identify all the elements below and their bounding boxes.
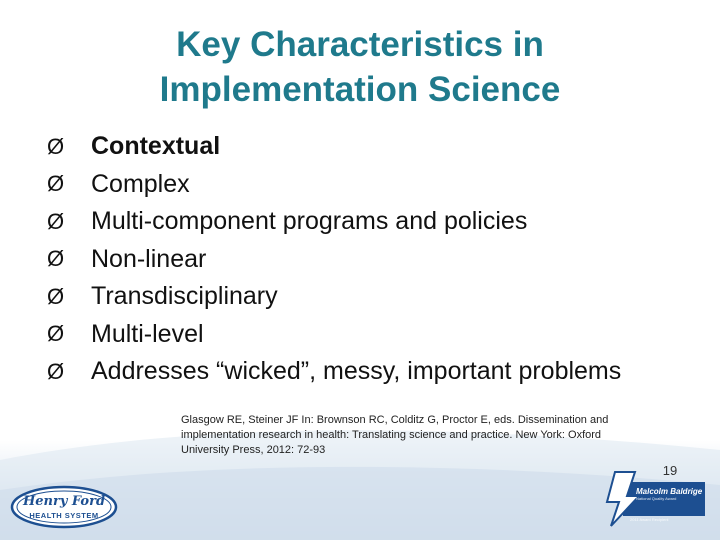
baldrige-subtitle: National Quality Award [636,496,677,501]
henry-ford-logo [10,485,118,529]
bullet-text: Multi-component programs and policies [91,207,528,236]
citation [181,413,661,458]
page-number: 19 [662,463,678,478]
citation-line-2: implementation research in health: Translating science and practice. New York: Oxford [181,429,602,441]
health-system-text: HEALTH SYSTEM [29,511,99,520]
baldrige-title: Malcolm Baldrige [636,487,703,496]
arrow-bullet-icon: Ø [47,171,65,197]
bullet-text: Complex [91,169,190,198]
bullet-list [47,128,707,391]
bullet-text: Transdisciplinary [91,282,278,311]
bullet-item [47,128,707,166]
bullet-text: Multi-level [91,319,204,348]
citation-line-3: University Press, 2012: 72-93 [181,444,326,456]
bullet-item [47,316,707,354]
bullet-item [47,203,707,241]
arrow-bullet-icon: Ø [47,321,65,347]
bullet-item [47,353,707,391]
title-line-2: Implementation Science [159,70,561,109]
arrow-bullet-icon: Ø [47,246,65,272]
baldrige-text [636,487,706,501]
arrow-bullet-icon: Ø [47,283,65,309]
slide-title [60,22,660,112]
henry-ford-script: Henry Ford [22,494,106,509]
arrow-bullet-icon: Ø [47,208,65,234]
bullet-text: Non-linear [91,244,207,273]
arrow-bullet-icon: Ø [47,133,65,159]
bullet-text: Contextual [91,132,221,161]
arrow-bullet-icon: Ø [47,358,65,384]
bullet-text: Addresses “wicked”, messy, important problems [91,357,622,386]
title-line-1: Key Characteristics in [176,25,544,64]
citation-line-1: Glasgow RE, Steiner JF In: Brownson RC, Colditz G, Proctor E, eds. Dissemination and [181,414,609,426]
baldrige-year: 2011 Award Recipient [630,517,669,522]
bullet-item [47,166,707,204]
bullet-item [47,241,707,279]
bullet-item [47,278,707,316]
